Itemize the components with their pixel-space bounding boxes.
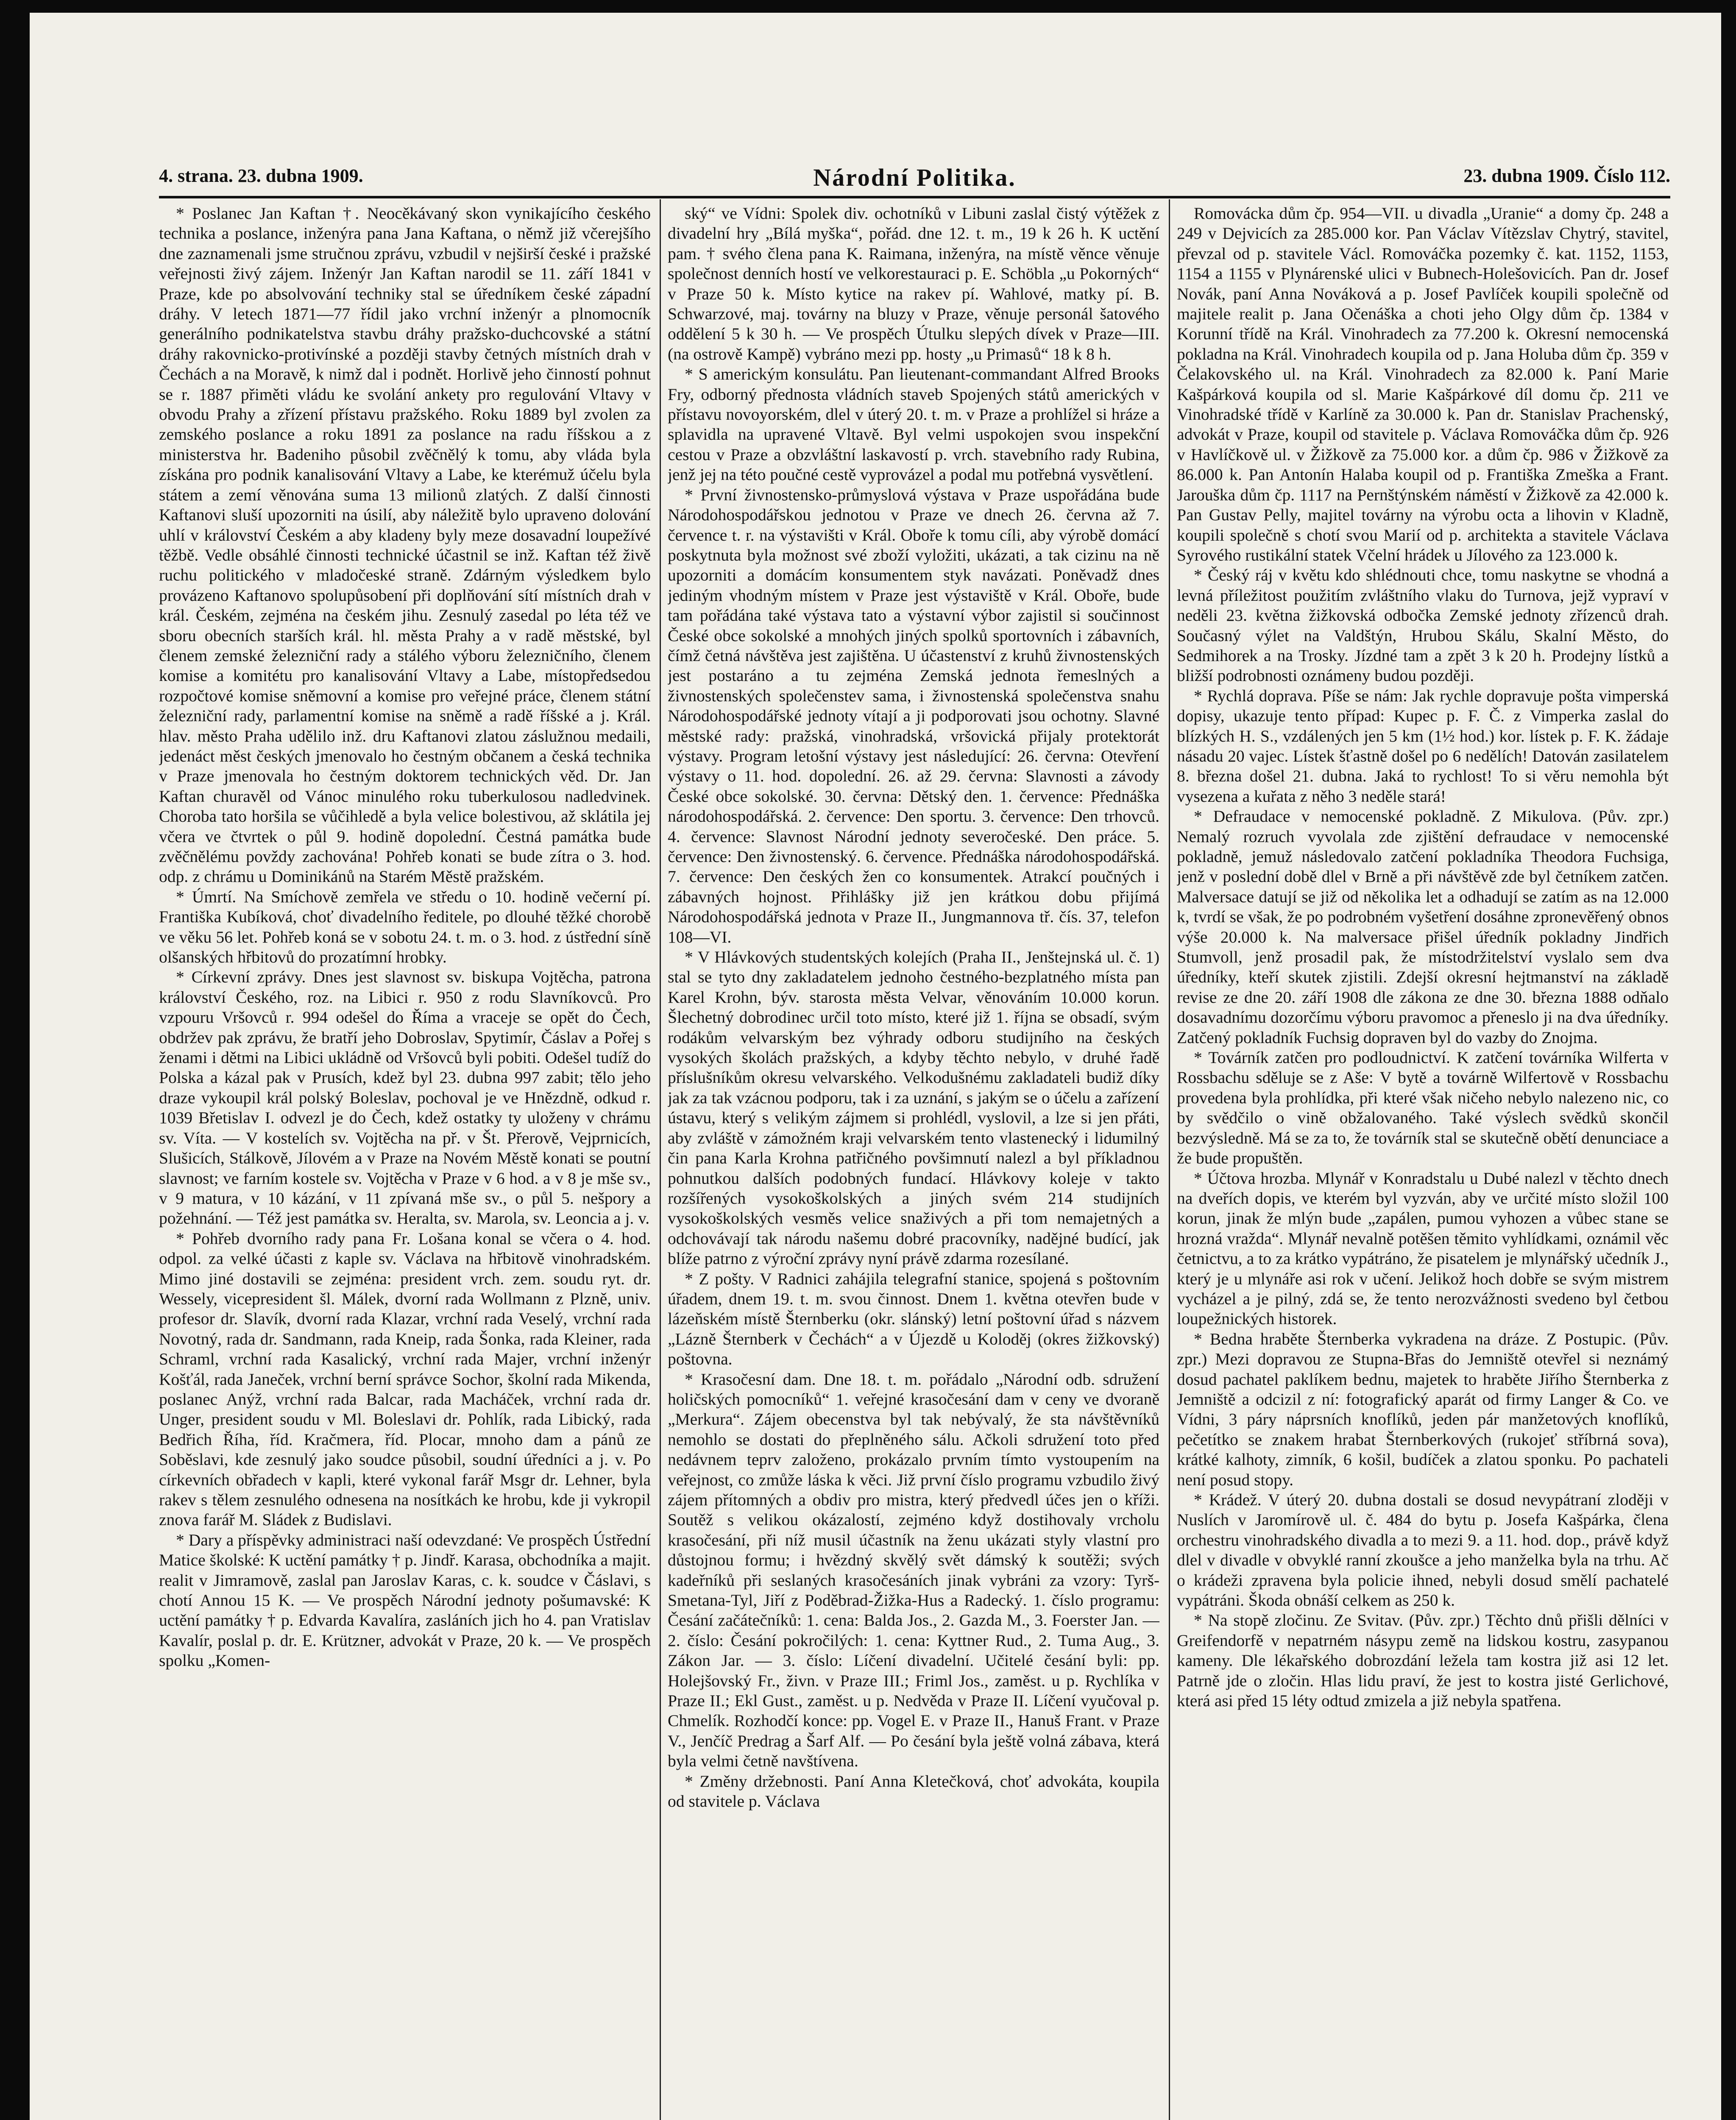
- article: * S americkým konsulátu. Pan lieutenant-commandant Alfred Brooks Fry, odborný přednosta vládních staveb Spojených států amerických v přístavu novoyorském, dlel v úterý 20. t. m. v Praze a prohlížel si hráze a splavidla na upravené Vltavě. Byl velmi uspokojen svou inspekční cestou v Praze a obzvláštní laskavostí p. vrch. stavebního rady Rubina, jenž jej na této poučné cestě vyprovázel a podal mu potřebná vysvětlení.: [668, 365, 1159, 484]
- article: * Změny držebnosti. Paní Anna Kletečková, choť advokáta, koupila od stavitele p. Václava: [668, 1771, 1159, 1811]
- article: * Pohřeb dvorního rady pana Fr. Lošana konal se včera o 4. hod. odpol. za velké účasti z kaple sv. Václava na hřbitově vinohradském. Mimo jiné dostavili se zejména: president vrch. zem. soudu ryt. dr. Wessely, vicepresident šl. Málek, dvorní rada Wollmann z Plzně, univ. profesor dr. Slavík, dvorní rada Klazar, vrchní rada Veselý, vrchní rada Novotný, rada dr. Sandmann, rada Kneip, rada Šonka, rada Kleiner, rada Schraml, vrchní rada Kasalický, vrchní rada Majer, vrchní inženýr Košťál, rada Janeček, vrchní berní správce Sochor, školní rada Mikenda, poslanec Anýž, vrchní rada Balcar, rada Macháček, vrchní rada dr. Unger, president soudu v Ml. Boleslavi dr. Pohlík, rada Libický, rada Bedřich Říha, říd. Kračmera, říd. Plocar, mnoho dam a pánů ze Soběslavi, kde zesnulý jako soudce působil, soudní úředníci a j. v. Po církevních obřadech v kapli, které vykonal farář Msgr dr. Lehner, byla rakev s tělem zesnulého odnesena na nosítkách ke hrobu, kde ji vykropil znova farář M. Sládek z Budislavi.: [159, 1229, 651, 1529]
- newspaper-page: [30, 13, 1721, 2120]
- page-info: 4. strana. 23. dubna 1909.: [159, 165, 363, 186]
- article: * Z pošty. V Radnici zahájila telegrafní stanice, spojená s poštovním úřadem, dnem 19. t. m. svou činnost. Dnem 1. května otevřen bude v lázeňském místě Šternberku (okr. slánský) letní poštovní úřad s názvem „Lázně Šternberk v Čechách“ a v Újezdě u Koloděj (okres žižkovský) poštovna.: [668, 1269, 1159, 1369]
- page-header: [159, 163, 1670, 195]
- text-column-3: [1177, 204, 1669, 2120]
- article: * Dary a příspěvky administraci naší odevzdané: Ve prospěch Ústřední Matice školské: K uctění památky † p. Jindř. Karasa, obchodníka a majit. realit v Jimramově, zaslal pan Jaroslav Karas, c. k. soudce v Čáslavi, s chotí Annou 15 K. — Ve prospěch Národní jednoty pošumavské: K uctění památky † p. Edvarda Kavalíra, zasláních jich ho 4. pan Vratislav Kavalír, poslal p. dr. E. Krützner, advokát v Praze, 20 k. — Ve prospěch spolku „Komen-: [159, 1530, 651, 1670]
- article: * Rychlá doprava. Píše se nám: Jak rychle dopravuje pošta vimperská dopisy, ukazuje tento případ: Kupec p. F. Č. z Vimperka zaslal do blízkých H. S., vzdálených jen 5 km (1½ hod.) kor. lístek p. F. K. žádaje násadu 20 vajec. Lístek šťastně došel po 6 nedělích! Datován zasilatelem 8. března došel 21. dubna. Jaká to rychlost! To si věru nemohla být vysezena a kuřata z něho 3 neděle stará!: [1177, 686, 1669, 806]
- column-divider: [1169, 199, 1170, 2120]
- article: * V Hlávkových studentských kolejích (Praha II., Jenštejnská ul. č. 1) stal se tyto dny zakladatelem jednoho čestného-bezplatného místa pan Karel Krohn, býv. starosta města Velvar, věnováním 10.000 korun. Šlechetný dobrodinec určil toto místo, které již 1. října se obsadí, svým rodákům velvarským bez výhrady odboru studijního na českých vysokých školách pražských, a kdyby těchto nebylo, v druhé řadě příslušníkům okresu velvarského. Velkodušnému zakladateli budiž díky jak za tak vzácnou podporu, tak i za uznání, s jakým se o účelu a zařízení ústavu, který s velikým zájmem si prohlédl, vyslovil, a lze si jen přáti, aby zvláště v zámožném kraji velvarském tento vlastenecký i lidumilný čin pana Karla Krohna patřičného povšimnutí nalezl a byl příkladnou pohnutkou dalších podobných fundací. Hlávkovy koleje v takto rozšířených vysokoškolských a jiných svém 214 studijních vysokoškolských vesměs velice snaživých a při tom nemajetných a odchovávají tak národu našemu dobré pracovníky, nadějné budící, jak blíže patrno z výroční zprávy nyní právě zdarma rozesílané.: [668, 948, 1159, 1268]
- article: * Český ráj v květu kdo shlédnouti chce, tomu naskytne se vhodná a levná příležitost použitím zvláštního vlaku do Turnova, jejž vypraví v neděli 23. května žižkovská odbočka Zemské jednoty zřízenců drah. Současný výlet na Valdštýn, Hrubou Skálu, Skalní Město, do Sedmihorek a na Trosky. Jízdné tam a zpět 3 k 20 h. Prodejny lístků a bližší podrobnosti oznámeny budou později.: [1177, 566, 1669, 685]
- article: * Krasočesní dam. Dne 18. t. m. pořádalo „Národní odb. sdružení holičských pomocníků“ 1. veřejné krasočesání dam v ceny ve dvoraně „Merkura“. Zájem obecenstva byl tak nebývalý, že sta návštěvníků nemohlo se dostati do přeplněného sálu. Ačkoli sdružení toto před nedávnem teprv založeno, prokázalo prvním tímto vystoupením na veřejnost, co zmůže láska k věci. Již první číslo programu vzbudilo živý zájem přítomných a obdiv pro mistra, který předvedl účes jen o kříži. Soutěž s velikou okázalostí, zejméno když dostihovaly vrcholu krasočesání, při níž musil účastník na ženu ukázati styly vlastní pro důstojnou formu; i hvězdný skvělý svět dámský k soutěži; svých kadeřníků při seslaných krasočesáních jinak vybráni za vzory: Tyrš-Smetana-Tyl, Jiří z Poděbrad-Žižka-Hus a Radecký. 1. číslo programu: Česání začátečníků: 1. cena: Balda Jos., 2. Gazda M., 3. Foerster Jan. — 2. číslo: Česání pokročilých: 1. cena: Kyttner Rud., 2. Tuma Aug., 3. Zákon Jar. — 3. číslo: Líčení divadelní. Učitelé česání byli: pp. Holejšovský Fr., živn. v Praze III.; Friml Jos., zaměst. u p. Rychlíka v Praze II.; Ekl Gust., zaměst. u p. Nedvěda v Praze II. Líčení vyučoval p. Chmelík. Rozhodčí konce: pp. Vogel E. v Praze II., Hanuš Frant. v Praze V., Jenčíč Predrag a Šarf Alf. — Po česání byla ještě volná zábava, která byla velmi četně navštívena.: [668, 1370, 1159, 1771]
- column-divider: [660, 199, 661, 2120]
- date-issue: 23. dubna 1909. Číslo 112.: [1463, 165, 1670, 186]
- article: * Na stopě zločinu. Ze Svitav. (Pův. zpr.) Těchto dnů přišli dělníci v Greifendorfě v nepatrném násypu země na lidskou kostru, zasypanou kameny. Dle lékařského dobrozdání ležela tam kostra již asi 12 let. Patrně jde o zločin. Hlas lidu praví, že jest to kostra jisté Gerlichové, která asi před 15 léty odtud zmizela a již nebyla spatřena.: [1177, 1611, 1669, 1710]
- article: Romovácka dům čp. 954—VII. u divadla „Uranie“ a domy čp. 248 a 249 v Dejvicích za 285.000 kor. Pan Václav Vítězslav Chytrý, stavitel, převzal od p. stavitele Václ. Romováčka pozemky č. kat. 1152, 1153, 1154 a 1155 v Plynárenské ulici v Bubnech-Holešovicích. Pan dr. Josef Novák, paní Anna Nováková a p. Josef Pavlíček koupili společně od majitele realit p. Jana Očenáška a choti jeho Olgy dům čp. 1384 v Korunní třídě na Král. Vinohradech za 77.200 k. Okresní nemocenská pokladna na Král. Vinohradech koupila od p. Jana Holuba dům čp. 359 v Čelakovského ul. na Král. Vinohradech za 82.000 k. Paní Marie Kašpárková koupila od sl. Marie Kašpárkové díl domu čp. 211 ve Vinohradské třídě v Karlíně za 30.000 k. Pan dr. Stanislav Prachenský, advokát v Praze, koupil od stavitele p. Václava Romováčka dům čp. 926 v Havlíčkově ul. v Žižkově za 75.000 kor. a dům čp. 986 v Žižkově za 86.000 k. Pan Antonín Halaba koupil od p. Františka Zmeška a Frant. Jarouška dům čp. 1117 na Pernštýnském náměstí v Žižkově za 42.000 k. Pan Gustav Pelly, majitel továrny na výrobu octa a lihovin v Kladně, koupili společně s chotí svou Marií od p. architekta a stavitele Václava Syrového rustikální statek Včelní hrádek u Jílového za 123.000 k.: [1177, 204, 1669, 564]
- article: * Poslanec Jan Kaftan †. Neocěkávaný skon vynikajícího českého technika a poslance, inženýra pana Jana Kaftana, o němž již včerejšího dne zaznamenali jsme stručnou zprávu, vzbudil v nejširší české i pražské veřejnosti živý zájem. Inženýr Jan Kaftan narodil se 11. září 1841 v Praze, kde po absolvování techniky stal se úředníkem české západní dráhy. V letech 1871—77 řídil jako vrchní inženýr a plnomocník generálního podnikatelstva stavbu dráhy pražsko-duchcovské a státní dráhy rakovnicko-protivínské a později stavby četných místních drah v Čechách a na Moravě, k nimž dal i podnět. Horlivě jeho činností pohnut se r. 1887 přiměti vládu ke svolání ankety pro regulování Vltavy v obvodu Prahy a zřízení přístavu pražského. Roku 1889 byl zvolen za zemského poslance a roku 1891 za poslance na radu říšskou a z ministerstva hr. Badeniho působil zvěčnělý k tomu, aby vláda byla získána pro podnik kanalisování Vltavy a Labe, ke kterémuž účelu byla státem a zemí věnována suma 13 milionů zlatých. Z další činnosti Kaftanovi sluší upozorniti na úsilí, aby náležitě bylo upraveno dolování uhlí v království Českém a aby kladeny byly meze dosavadní loupežívé těžbě. Vedle obsáhlé činnosti technické účastnil se inž. Kaftan též živě ruchu politického v mladočeské straně. Zdárným výsledkem bylo provázeno Kaftanovo spolupůsobení při doplňování sítí místních drah v král. Českém, zejména na českém jihu. Zesnulý zasedal po léta též ve sboru obecních starších král. hl. města Prahy a v radě městské, byl členem zemské železniční rady a stálého výboru železničního, členem komise a komitétu pro kanalisování Vltavy a Labe, místopředsedou rozpočtové komise sněmovní a komise pro veřejné práce, členem státní železniční rady, parlamentní komise na sněmě a radě říšské a j. Král. hlav. město Praha udělilo inž. dru Kaftanovi zlatou záslužnou medaili, jedenáct měst českých jmenovalo ho čestným občanem a česká technika v Praze jmenovala ho čestným doktorem technických věd. Dr. Jan Kaftan churavěl od Vánoc minulého roku tuberkulosou nadledvinek. Choroba tato horšila se vůčihledě a byla velice bolestivou, až sklátila jej včera ve čtvrtek o půl 9. hodině dopolední. Čestná památka bude zvěčnělému povždy zachována! Pohřeb konati se bude zítra o 3. hod. odp. z chrámu u Dominikánů na Starém Městě pražském.: [159, 204, 651, 886]
- article: * Továrník zatčen pro podloudnictví. K zatčení továrníka Wilferta v Rossbachu sděluje se z Aše: V bytě a továrně Wilfertově v Rossbachu provedena byla prohlídka, při které však ničeho nebylo nalezeno nic, co by svědčilo o vině obžalovaného. Také výslech svědků skončil bezvýsledně. Má se za to, že továrník stal se skutečně obětí denunciace a že bude propuštěn.: [1177, 1048, 1669, 1168]
- article: * Defraudace v nemocenské pokladně. Z Mikulova. (Pův. zpr.) Nemalý rozruch vyvolala zde zjištění defraudace v nemocenské pokladně, jemuž následovalo zatčení pokladníka Theodora Fuchsiga, jenž v poslední době dlel v Brně a při návštěvě zde byl četníkem zatčen. Malversace datují se již od několika let a odhadují se zatím as na 12.000 k, tvrdí se však, že po podrobném vyšetření dosáhne zpronevěřený obnos výše 20.000 k. Na malversace přišel úředník pokladny Jindřich Stumvoll, jenž prosadil pak, že místodržitelství vyslalo sem dva úředníky, kteří skutek zjistili. Zdejší okresní hejtmanství na základě revise ze dne 20. září 1908 dle zákona ze dne 30. března 1888 odňalo dosavadnímu dozorčímu výboru pravomoc a přeneslo ji na dva úředníky. Zatčený pokladník Fuchsig dopraven byl do vazby do Znojma.: [1177, 807, 1669, 1047]
- header-rule: [159, 196, 1670, 198]
- article: * Bedna hraběte Šternberka vykradena na dráze. Z Postupic. (Pův. zpr.) Mezi dopravou ze Stupna-Břas do Jemniště otevřel si neznámý dosud pachatel paklíkem bednu, majetek to hraběte Jiřího Šternberka z Jemniště a odcizil z ní: fotografický aparát od firmy Langer & Co. ve Vídni, 3 páry náprsních knoflíků, jeden pár manžetových knoflíků, pečetítko se znakem hrabat Šternberkových (rukojeť stříbrná sova), krátké kalhoty, zimník, 6 košil, budíček a zlatou sponku. Po pachateli není posud stopy.: [1177, 1329, 1669, 1489]
- article: * Církevní zprávy. Dnes jest slavnost sv. biskupa Vojtěcha, patrona království Českého, roz. na Libici r. 950 z rodu Slavníkovců. Pro vzpouru Vršovců r. 994 odešel do Říma a vraceje se opět do Čech, obdržev pak zprávu, že bratří jeho Dobroslav, Spytimír, Čáslav a Pořej s ženami i dětmi na Libici ukládně od Vršovců byli pobiti. Odešel tudíž do Polska a kázal pak v Prusích, kdež byl 23. dubna 997 zabit; tělo jeho draze vykoupil král polský Boleslav, pochoval je ve Hnězdně, odkud r. 1039 Břetislav I. odvezl je do Čech, kdež ostatky ty uloženy v chrámu sv. Víta. — V kostelích sv. Vojtěcha na př. v Št. Přerově, Vejprnicích, Slušicích, Stálkově, Jílovém a v Praze na Novém Městě konati se poutní slavnost; ve farním kostele sv. Vojtěcha v Praze v 6 hod. a v 8 je mše sv., v 9 matura, v 10 kázání, v 11 zpívaná mše sv., o půl 5. nešpory a požehnání. — Též jest památka sv. Heralta, sv. Marola, sv. Leoncia a j. v.: [159, 968, 651, 1228]
- article: * Krádež. V úterý 20. dubna dostali se dosud nevypátraní zloději v Nuslích v Jaromírově ul. č. 484 do bytu p. Josefa Kašpárka, člena orchestru vinohradského divadla a to mezi 9. a 11. hod. dop., právě když dlel v divadle v obvyklé ranní zkoušce a jeho manželka byla na trhu. Ač o krádeži zpravena byla policie ihned, nebyli dosud smělí pachatelé vypátráni. Škoda obnáší celkem as 250 k.: [1177, 1490, 1669, 1610]
- article: * Účtova hrozba. Mlynář v Konradstalu u Dubé nalezl v těchto dnech na dveřích dopis, ve kterém byl vyzván, aby ve určité místo složil 100 korun, jinak že mlýn bude „zapálen, pumou vyhozen a vůbec stane se hrozná vražda“. Mlynář nevalně potěšen těmito vyhlídkami, oznámil věc četnictvu, a to za krátko vypátráno, že pisatelem je mlynářský učedník J., který je u mlynáře asi rok v učení. Jelikož hoch dobře se svým mistrem vycházel a je pilný, zdá se, že tento nerozvážnosti svedeno byl četbou loupežnických historek.: [1177, 1169, 1669, 1328]
- article: * Úmrtí. Na Smíchově zemřela ve středu o 10. hodině večerní pí. Františka Kubíková, choť divadelního ředitele, po dlouhé těžké chorobě ve věku 56 let. Pohřeb koná se v sobotu 24. t. m. o 3. hod. z ústřední síně olšanských hřbitovů do prozatímní hrobky.: [159, 887, 651, 967]
- newspaper-title: Národní Politika.: [813, 164, 1016, 191]
- text-column-2: [668, 204, 1159, 2120]
- article: * První živnostensko-průmyslová výstava v Praze uspořádána bude Národohospodářskou jednotou v Praze ve dnech 26. června až 7. července t. r. na výstavišti v Král. Oboře k tomu cíli, aby výrobě domácí poskytnuta byla možnost své zboží vyložiti, ukázati, a tak cizinu na ně upozorniti a domácím konsumentem styk navázati. Poněvadž dnes jediným vhodným místem v Praze jest výstaviště v Král. Oboře, bude tam pořádána také výstava tato a výstavní výbor zajistil si součinnost České obce sokolské a mnohých jiných spolků sportovních i zábavních, čímž četná návštěva jest zajištěna. U účastenství z kruhů živnostenských jest postaráno a tu zejména Zemská jednota řemeslných a živnostenských společenstev sama, i živnostenská společenstva snahu Národohospodářské jednoty vítají a ji podporovati jsou ochotny. Slavné městské rady: pražská, vinohradská, vršovická přijaly protektorát výstavy. Program letošní výstavy jest následující: 26. června: Otevření výstavy o 11. hod. dopolední. 26. až 29. června: Slavnosti a závody České obce sokolské. 30. června: Dětský den. 1. července: Přednáška národohospodářská. 2. července: Den sportu. 3. července: Den trhovců. 4. července: Slavnost Národní jednoty severočeské. Den práce. 5. července: Den živnostenský. 6. července. Přednáška národohospodářská. 7. července: Den českých žen co konsumentek. Atrakcí poučných i zábavných hojnost. Přihlášky již jen krátkou dobu přijímá Národohospodářská jednota v Praze II., Jungmannova tř. čís. 37, telefon 108—VI.: [668, 485, 1159, 946]
- article: ský“ ve Vídni: Spolek div. ochotníků v Libuni zaslal čistý výtěžek z divadelní hry „Bílá myška“, pořád. dne 12. t. m., 19 k 26 h. K uctění pam. † svého člena pana K. Raimana, inženýra, na místě věnce věnuje společnost denních hostí ve velkorestauraci p. E. Schöbla „u Pokorných“ v Praze 50 k. Místo kytice na rakev pí. Wahlové, matky pí. B. Schwarzové, maj. továrny na bluzy v Praze, věnuje personál šatového oddělení 5 k 30 h. — Ve prospěch Útulku slepých dívek v Praze—III. (na ostrově Kampě) vybráno mezi pp. hosty „u Primasů“ 18 k 8 h.: [668, 204, 1159, 363]
- text-column-1: [159, 204, 651, 2120]
